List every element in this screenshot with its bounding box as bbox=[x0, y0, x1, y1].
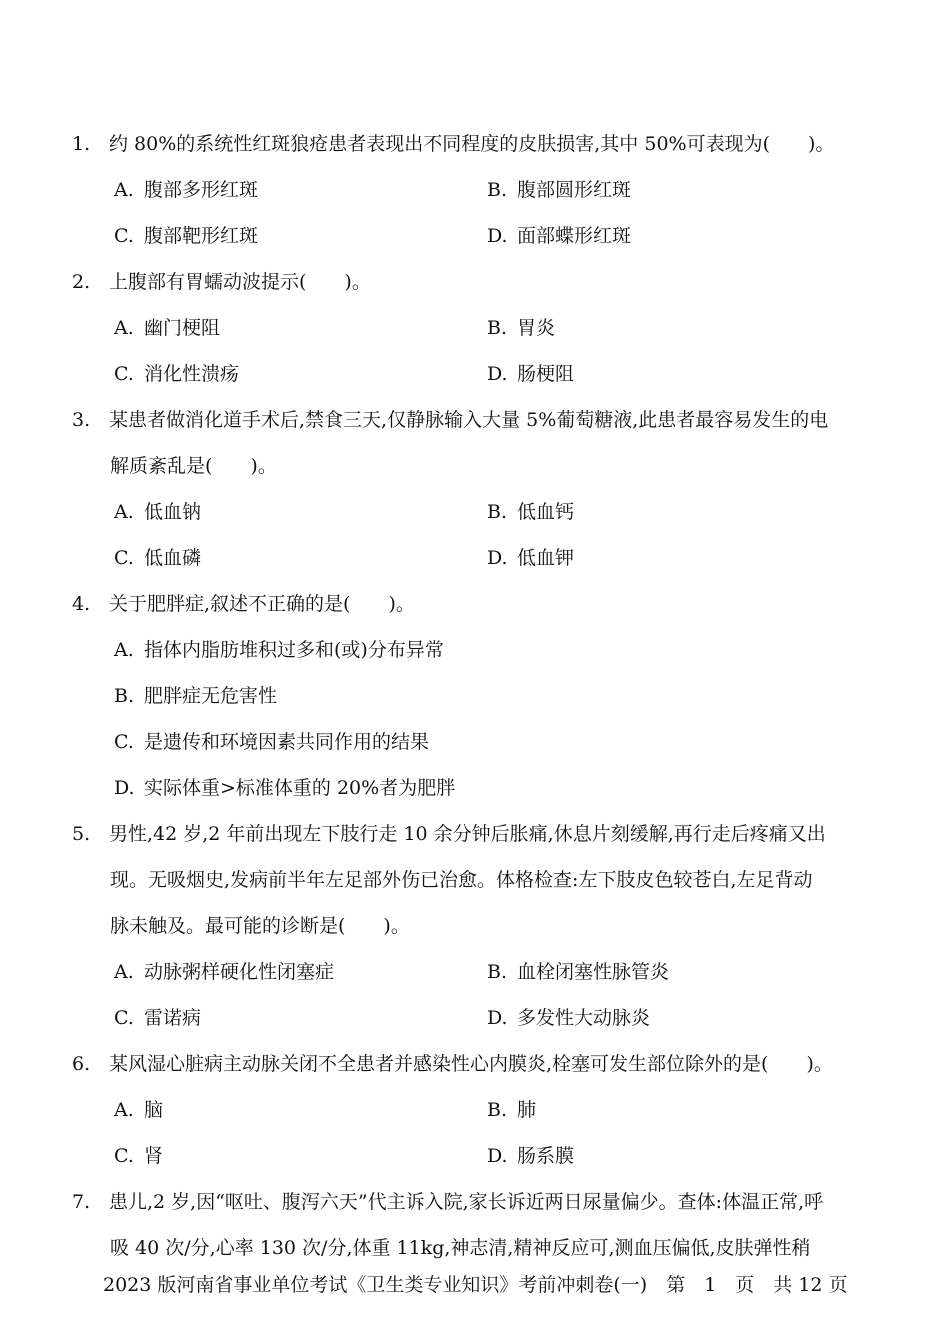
question-1-options-row-2 bbox=[72, 213, 872, 259]
question-1-options-row-1 bbox=[72, 167, 872, 213]
question-6-options-row-2 bbox=[72, 1133, 872, 1179]
option-a[interactable]: A. 动脉粥样硬化性闭塞症 bbox=[114, 961, 335, 983]
question-4-option-a-row bbox=[72, 627, 872, 673]
question-6-line-1 bbox=[72, 1041, 872, 1087]
question-4-option-b-row bbox=[72, 673, 872, 719]
question-number: 1. bbox=[72, 133, 91, 155]
option-b[interactable]: B. 肺 bbox=[487, 1099, 537, 1121]
question-text: 患儿,2 岁,因“呕吐、腹泻六天”代主诉入院,家长诉近两日尿量偏少。查体:体温正常,呼 bbox=[109, 1191, 824, 1213]
question-4-option-c-row bbox=[72, 719, 872, 765]
question-text-continued: 吸 40 次/分,心率 130 次/分,体重 11kg,神志清,精神反应可,测血压偏低,皮肤弹性稍 bbox=[110, 1237, 811, 1259]
question-7-line-2 bbox=[72, 1225, 872, 1271]
question-number: 5. bbox=[72, 823, 91, 845]
option-d[interactable]: D. 肠系膜 bbox=[487, 1145, 575, 1167]
question-number: 3. bbox=[72, 409, 91, 431]
option-c[interactable]: C. 消化性溃疡 bbox=[114, 363, 240, 385]
option-b[interactable]: B. 血栓闭塞性脉管炎 bbox=[487, 961, 670, 983]
question-3-options-row-2 bbox=[72, 535, 872, 581]
question-text: 关于肥胖症,叙述不正确的是( )。 bbox=[109, 593, 415, 615]
question-7-line-1 bbox=[72, 1179, 872, 1225]
question-text-continued: 脉未触及。最可能的诊断是( )。 bbox=[110, 915, 410, 937]
question-4-line-1 bbox=[72, 581, 872, 627]
question-3-options-row-1 bbox=[72, 489, 872, 535]
option-d[interactable]: D. 多发性大动脉炎 bbox=[487, 1007, 651, 1029]
question-text: 约 80%的系统性红斑狼疮患者表现出不同程度的皮肤损害,其中 50%可表现为( )。 bbox=[109, 133, 835, 155]
question-list bbox=[72, 121, 872, 1271]
option-b[interactable]: B. 肥胖症无危害性 bbox=[114, 685, 278, 707]
question-3-line-2 bbox=[72, 443, 872, 489]
option-a[interactable]: A. 腹部多形红斑 bbox=[114, 179, 259, 201]
option-c[interactable]: C. 肾 bbox=[114, 1145, 164, 1167]
question-number: 6. bbox=[72, 1053, 91, 1075]
option-d[interactable]: D. 实际体重>标准体重的 20%者为肥胖 bbox=[114, 777, 456, 799]
question-text-continued: 现。无吸烟史,发病前半年左足部外伤已治愈。体格检查:左下肢皮色较苍白,左足背动 bbox=[110, 869, 813, 891]
question-4-option-d-row bbox=[72, 765, 872, 811]
question-2-options-row-1 bbox=[72, 305, 872, 351]
question-text-continued: 解质紊乱是( )。 bbox=[110, 455, 277, 477]
option-c[interactable]: C. 腹部靶形红斑 bbox=[114, 225, 259, 247]
option-c[interactable]: C. 雷诺病 bbox=[114, 1007, 202, 1029]
question-text: 上腹部有胃蠕动波提示( )。 bbox=[109, 271, 371, 293]
option-c[interactable]: C. 是遗传和环境因素共同作用的结果 bbox=[114, 731, 430, 753]
option-a[interactable]: A. 幽门梗阻 bbox=[114, 317, 221, 339]
question-5-line-1 bbox=[72, 811, 872, 857]
question-text: 某风湿心脏病主动脉关闭不全患者并感染性心内膜炎,栓塞可发生部位除外的是( )。 bbox=[109, 1053, 833, 1075]
option-c[interactable]: C. 低血磷 bbox=[114, 547, 202, 569]
question-3-line-1 bbox=[72, 397, 872, 443]
question-number: 2. bbox=[72, 271, 91, 293]
question-number: 4. bbox=[72, 593, 91, 615]
question-text: 某患者做消化道手术后,禁食三天,仅静脉输入大量 5%葡萄糖液,此患者最容易发生的电 bbox=[109, 409, 829, 431]
option-b[interactable]: B. 腹部圆形红斑 bbox=[487, 179, 632, 201]
question-5-options-row-1 bbox=[72, 949, 872, 995]
question-5-options-row-2 bbox=[72, 995, 872, 1041]
question-number: 7. bbox=[72, 1191, 91, 1213]
question-5-line-2 bbox=[72, 857, 872, 903]
option-d[interactable]: D. 面部蝶形红斑 bbox=[487, 225, 632, 247]
option-a[interactable]: A. 指体内脂肪堆积过多和(或)分布异常 bbox=[114, 639, 444, 661]
question-2-options-row-2 bbox=[72, 351, 872, 397]
question-6-options-row-1 bbox=[72, 1087, 872, 1133]
question-1-line-1 bbox=[72, 121, 872, 167]
question-2-line-1 bbox=[72, 259, 872, 305]
option-d[interactable]: D. 低血钾 bbox=[487, 547, 575, 569]
option-a[interactable]: A. 低血钠 bbox=[114, 501, 202, 523]
page-footer: 2023 版河南省事业单位考试《卫生类专业知识》考前冲刺卷(一) 第 1 页 共 12 页 bbox=[103, 1274, 848, 1296]
question-5-line-3 bbox=[72, 903, 872, 949]
option-b[interactable]: B. 低血钙 bbox=[487, 501, 575, 523]
option-a[interactable]: A. 脑 bbox=[114, 1099, 164, 1121]
option-d[interactable]: D. 肠梗阻 bbox=[487, 363, 575, 385]
question-text: 男性,42 岁,2 年前出现左下肢行走 10 余分钟后胀痛,休息片刻缓解,再行走后疼痛又出 bbox=[109, 823, 826, 845]
option-b[interactable]: B. 胃炎 bbox=[487, 317, 556, 339]
